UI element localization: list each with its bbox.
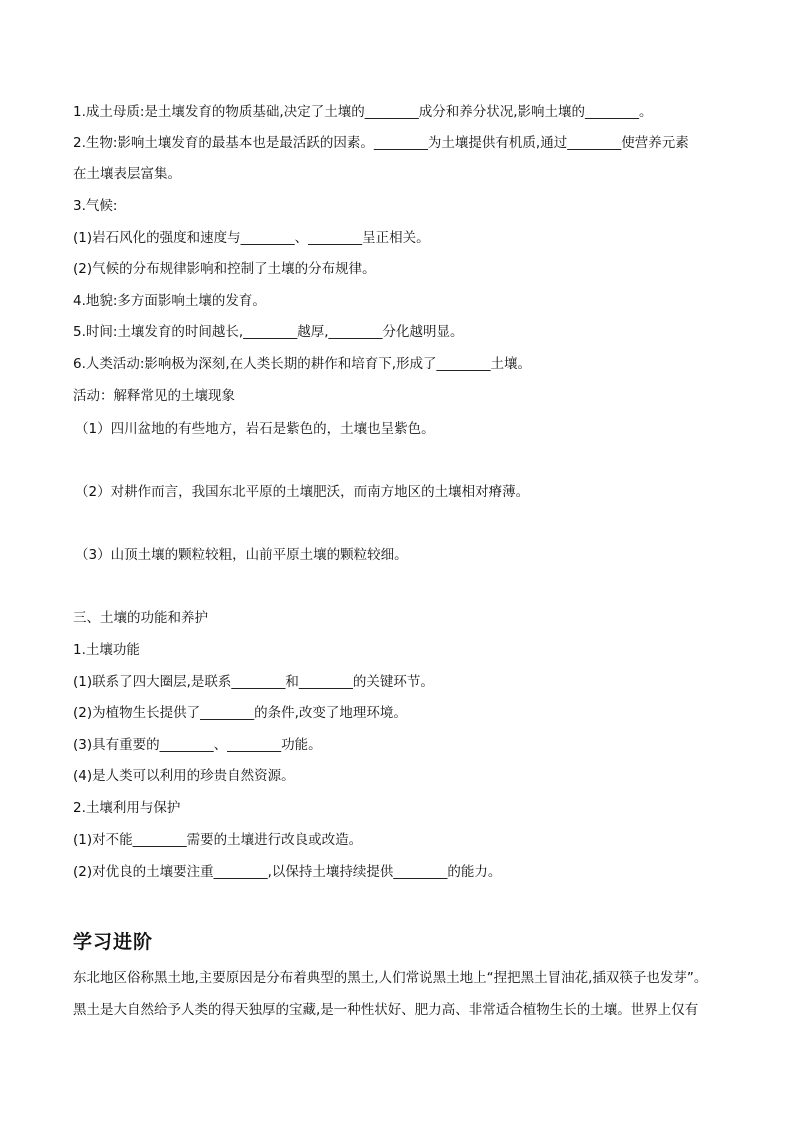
text-line-function-2: (2)为植物生长提供了________的条件,改变了地理环境。	[73, 705, 407, 721]
paragraph-line-2: 黑土是大自然给予人类的得天独厚的宝藏,是一种性状好、肥力高、非常适合植物生长的土壤。世界上仅有	[73, 1002, 699, 1018]
text-line-parent-material: 1.成土母质:是土壤发育的物质基础,决定了土壤的________成分和养分状况,影响土壤的________。	[73, 104, 653, 120]
text-line-function-title: 1.土壤功能	[73, 642, 140, 658]
text-line-function-3: (3)具有重要的________、________功能。	[73, 737, 322, 753]
text-line-function-4: (4)是人类可以利用的珍贵自然资源。	[73, 768, 295, 784]
text-line-biology-cont: 在土壤表层富集。	[73, 166, 181, 182]
text-line-protection-1: (1)对不能________需要的土壤进行改良或改造。	[73, 832, 363, 848]
text-line-climate: 3.气候:	[73, 198, 118, 214]
activity-item-1: （1）四川盆地的有些地方，岩石是紫色的，土壤也呈紫色。	[75, 421, 435, 437]
text-line-climate-2: (2)气候的分布规律影响和控制了土壤的分布规律。	[73, 261, 376, 277]
activity-item-3: （3）山顶土壤的颗粒较粗，山前平原土壤的颗粒较细。	[75, 547, 408, 563]
section-title: 三、土壤的功能和养护	[73, 610, 208, 626]
paragraph-line-1: 东北地区俗称黑土地,主要原因是分布着典型的黑土,人们常说黑土地上“捏把黑土冒油花,插双筷子也发芽”。	[73, 970, 708, 986]
text-line-protection-2: (2)对优良的土壤要注重________,以保持土壤持续提供________的能力。	[73, 864, 502, 880]
text-line-human: 6.人类活动:影响极为深刻,在人类长期的耕作和培育下,形成了________土壤。	[73, 356, 532, 372]
section-heading: 学习进阶	[73, 931, 154, 953]
text-line-time: 5.时间:土壤发育的时间越长,________越厚,________分化越明显。	[73, 324, 464, 340]
text-line-biology: 2.生物:影响土壤发育的最基本也是最活跃的因素。________为土壤提供有机质,通过________使营养元素	[73, 135, 689, 151]
activity-item-2: （2）对耕作而言，我国东北平原的土壤肥沃，而南方地区的土壤相对瘠薄。	[75, 484, 530, 500]
text-line-climate-1: (1)岩石风化的强度和速度与________、________呈正相关。	[73, 230, 430, 246]
text-line-function-1: (1)联系了四大圈层,是联系________和________的关键环节。	[73, 674, 434, 690]
text-line-landform: 4.地貌:多方面影响土壤的发育。	[73, 293, 266, 309]
activity-title: 活动：解释常见的土壤现象	[73, 388, 235, 404]
text-line-protection-title: 2.土壤利用与保护	[73, 800, 181, 816]
